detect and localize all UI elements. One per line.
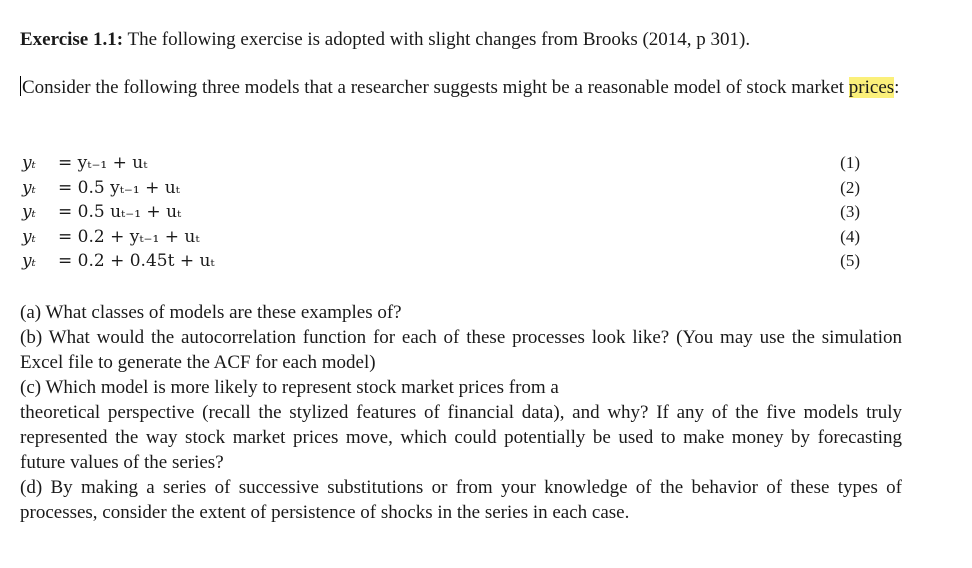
equation-number: (3): [840, 202, 860, 221]
question-c-first-line: (c) Which model is more likely to represent stock market prices from a: [20, 377, 559, 398]
exercise-heading: [20, 28, 750, 52]
equation-number: (1): [840, 153, 860, 172]
equation-list: [20, 151, 860, 274]
exercise-label: Exercise 1.1:: [20, 29, 124, 50]
equation-row: [20, 151, 860, 176]
equation-rhs: = 0.5 uₜ₋₁ + uₜ: [58, 202, 182, 222]
equation-lhs: yₜ: [22, 226, 36, 247]
equation-lhs: yₜ: [22, 177, 36, 198]
equation-lhs: yₜ: [22, 202, 36, 222]
question-a: (a) What classes of models are these examples of?: [20, 302, 402, 323]
text-cursor: [20, 76, 21, 96]
intro-paragraph[interactable]: [20, 76, 925, 99]
equation-row: [20, 176, 860, 201]
equation-lhs: yₜ: [22, 251, 36, 271]
equation-lhs: yₜ: [22, 153, 36, 173]
equation-rhs: = 0.5 yₜ₋₁ + uₜ: [58, 177, 180, 198]
highlighted-word: prices: [848, 77, 895, 98]
equation-rhs: = yₜ₋₁ + uₜ: [58, 153, 148, 173]
intro-text: Consider the following three models that a researcher suggests might be a reasonable model of stock market: [22, 77, 849, 98]
equation-rhs: = 0.2 + yₜ₋₁ + uₜ: [58, 226, 200, 247]
equation-number: (2): [840, 177, 860, 197]
question-list: [20, 300, 902, 525]
equation-row: [20, 249, 860, 274]
equation-row: [20, 225, 860, 250]
question-d: (d) By making a series of successive substitutions or from your knowledge of the behavior of these types of processes, consider the extent of persistence of shocks in the series in each case.: [20, 477, 902, 523]
question-c-continuation: theoretical perspective (recall the stylized features of financial data), and why? If any of the five models truly represented the way stock market prices move, which could potentially be used to make money by forecasting future values of the series?: [20, 402, 902, 473]
equation-rhs: = 0.2 + 0.45t + uₜ: [58, 251, 215, 271]
equation-number: (4): [840, 226, 860, 246]
equation-row: [20, 200, 860, 225]
exercise-source-text: The following exercise is adopted with slight changes from Brooks (2014, p 301).: [123, 29, 751, 50]
equation-number: (5): [840, 251, 860, 270]
question-b: (b) What would the autocorrelation function for each of these processes look like? (You may use the simulation Excel file to generate the ACF for each model): [20, 327, 902, 373]
intro-colon: :: [894, 77, 900, 98]
